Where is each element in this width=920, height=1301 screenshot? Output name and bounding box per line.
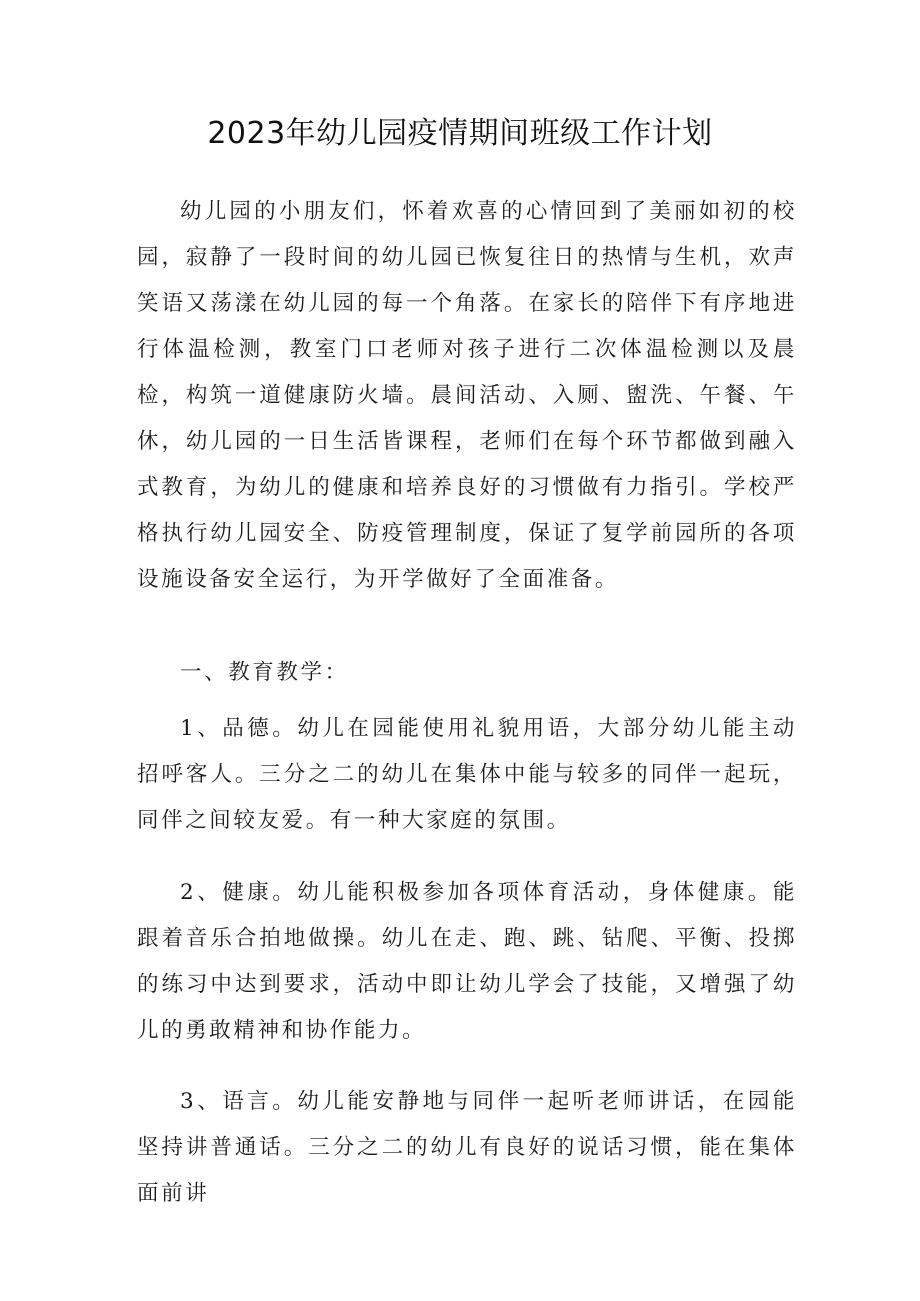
document-title: 2023年幼儿园疫情期间班级工作计划 bbox=[207, 116, 713, 151]
intro-paragraph: 幼儿园的小朋友们，怀着欢喜的心情回到了美丽如初的校园，寂静了一段时间的幼儿园已恢复往日的热情与生机，欢声笑语又荡漾在幼儿园的每一个角落。在家长的陪伴下有序地进行体温检测，教室门口老师对孩子进行二次体温检测以及晨检，构筑一道健康防火墙。晨间活动、入厕、盥洗、午餐、午休，幼儿园的一日生活皆课程，老师们在每个环节都做到融入式教育，为幼儿的健康和培养良好的习惯做有力指引。学校严格执行幼儿园安全、防疫管理制度，保证了复学前园所的各项设施设备安全运行，为开学做好了全面准备。 bbox=[137, 199, 797, 592]
paragraph-item-3: 3、语言。幼儿能安静地与同伴一起听老师讲话，在园能坚持讲普通话。三分之二的幼儿有良好的说话习惯，能在集体面前讲 bbox=[137, 1089, 797, 1206]
paragraph-item-2: 2、健康。幼儿能积极参加各项体育活动，身体健康。能跟着音乐合拍地做操。幼儿在走、跑、跳、钻爬、平衡、投掷的练习中达到要求，活动中即让幼儿学会了技能，又增强了幼儿的勇敢精神和协作能力。 bbox=[137, 880, 797, 1043]
paragraph-item-1: 1、品德。幼儿在园能使用礼貌用语，大部分幼儿能主动招呼客人。三分之二的幼儿在集体中能与较多的同伴一起玩，同伴之间较友爱。有一种大家庭的氛围。 bbox=[137, 716, 797, 833]
section-heading-education: 一、教育教学： bbox=[180, 660, 349, 685]
